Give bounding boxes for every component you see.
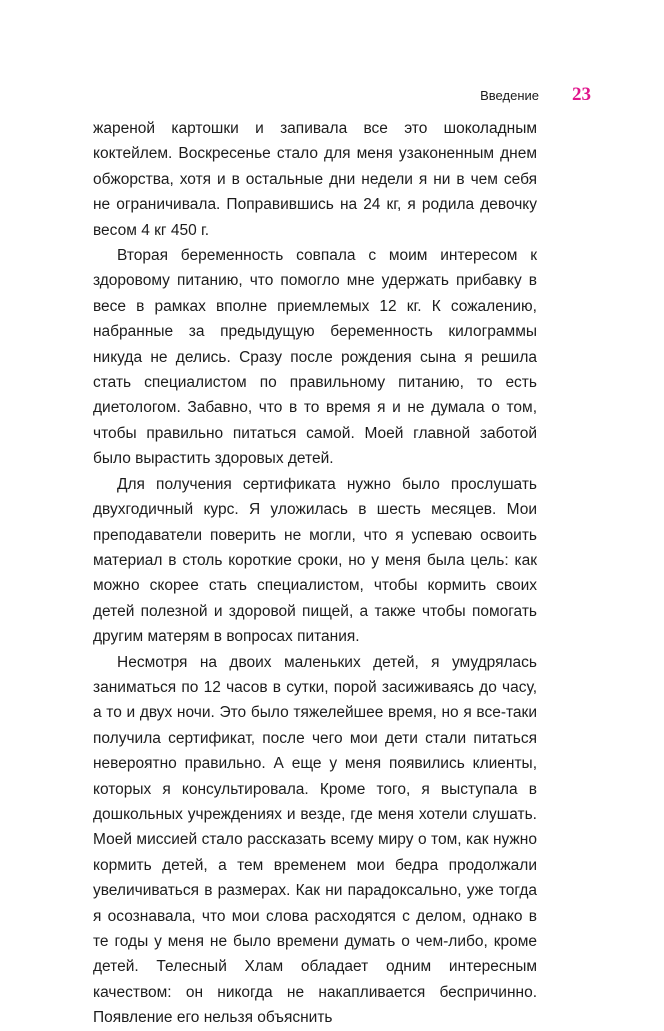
section-title: Введение [480,88,539,103]
paragraph: Вторая беременность совпала с моим интересом к здоровому питанию, что помогло мне удержать прибавку в весе в рамках вполне приемлемых 12 кг. К сожалению, набранные за предыдущую беременность килограммы никуда не делись. Сразу после рождения сына я решила стать специалистом по правильному питанию, то есть диетологом. Забавно, что в то время я и не думала о том, чтобы правильно питаться самой. Моей главной заботой было вырастить здоровых детей. [93,247,537,468]
paragraph: жареной картошки и запивала все это шоколадным коктейлем. Воскресенье стало для меня узаконенным днем обжорства, хотя и в остальные дни недели я ни в чем себя не ограничивала. Поправившись на 24 кг, я родила девочку весом 4 кг 450 г. [93,120,537,239]
running-head [0,86,664,106]
page-number: 23 [572,84,591,105]
body-text [93,116,537,1031]
paragraph: Несмотря на двоих маленьких детей, я умудрялась заниматься по 12 часов в сутки, порой засиживаясь до часу, а то и двух ночи. Это было тяжелейшее время, но я все-таки получила сертификат, после чего мои дети стали питаться невероятно правильно. А еще у меня появились клиенты, которых я консультировала. Кроме того, я выступала в дошкольных учреждениях и везде, где меня хотели слушать. Моей миссией стало рассказать всему миру о том, как нужно кормить детей, а тем временем мои бедра продолжали увеличиваться в размерах. Как ни парадоксально, уже тогда я осознавала, что мои слова расходятся с делом, однако в те годы у меня не было времени думать о чем-либо, кроме детей. Телесный Хлам обладает одним интересным качеством: он никогда не накапливается беспричинно. Появление его нельзя объяснить [93,653,537,1027]
paragraph: Для получения сертификата нужно было прослушать двухгодичный курс. Я уложилась в шесть месяцев. Мои преподаватели поверить не могли, что я успеваю освоить материал в столь короткие сроки, но у меня была цель: как можно скорее стать специалистом, чтобы кормить своих детей полезной и здоровой пищей, а также чтобы помогать другим матерям в вопросах питания. [93,475,537,646]
